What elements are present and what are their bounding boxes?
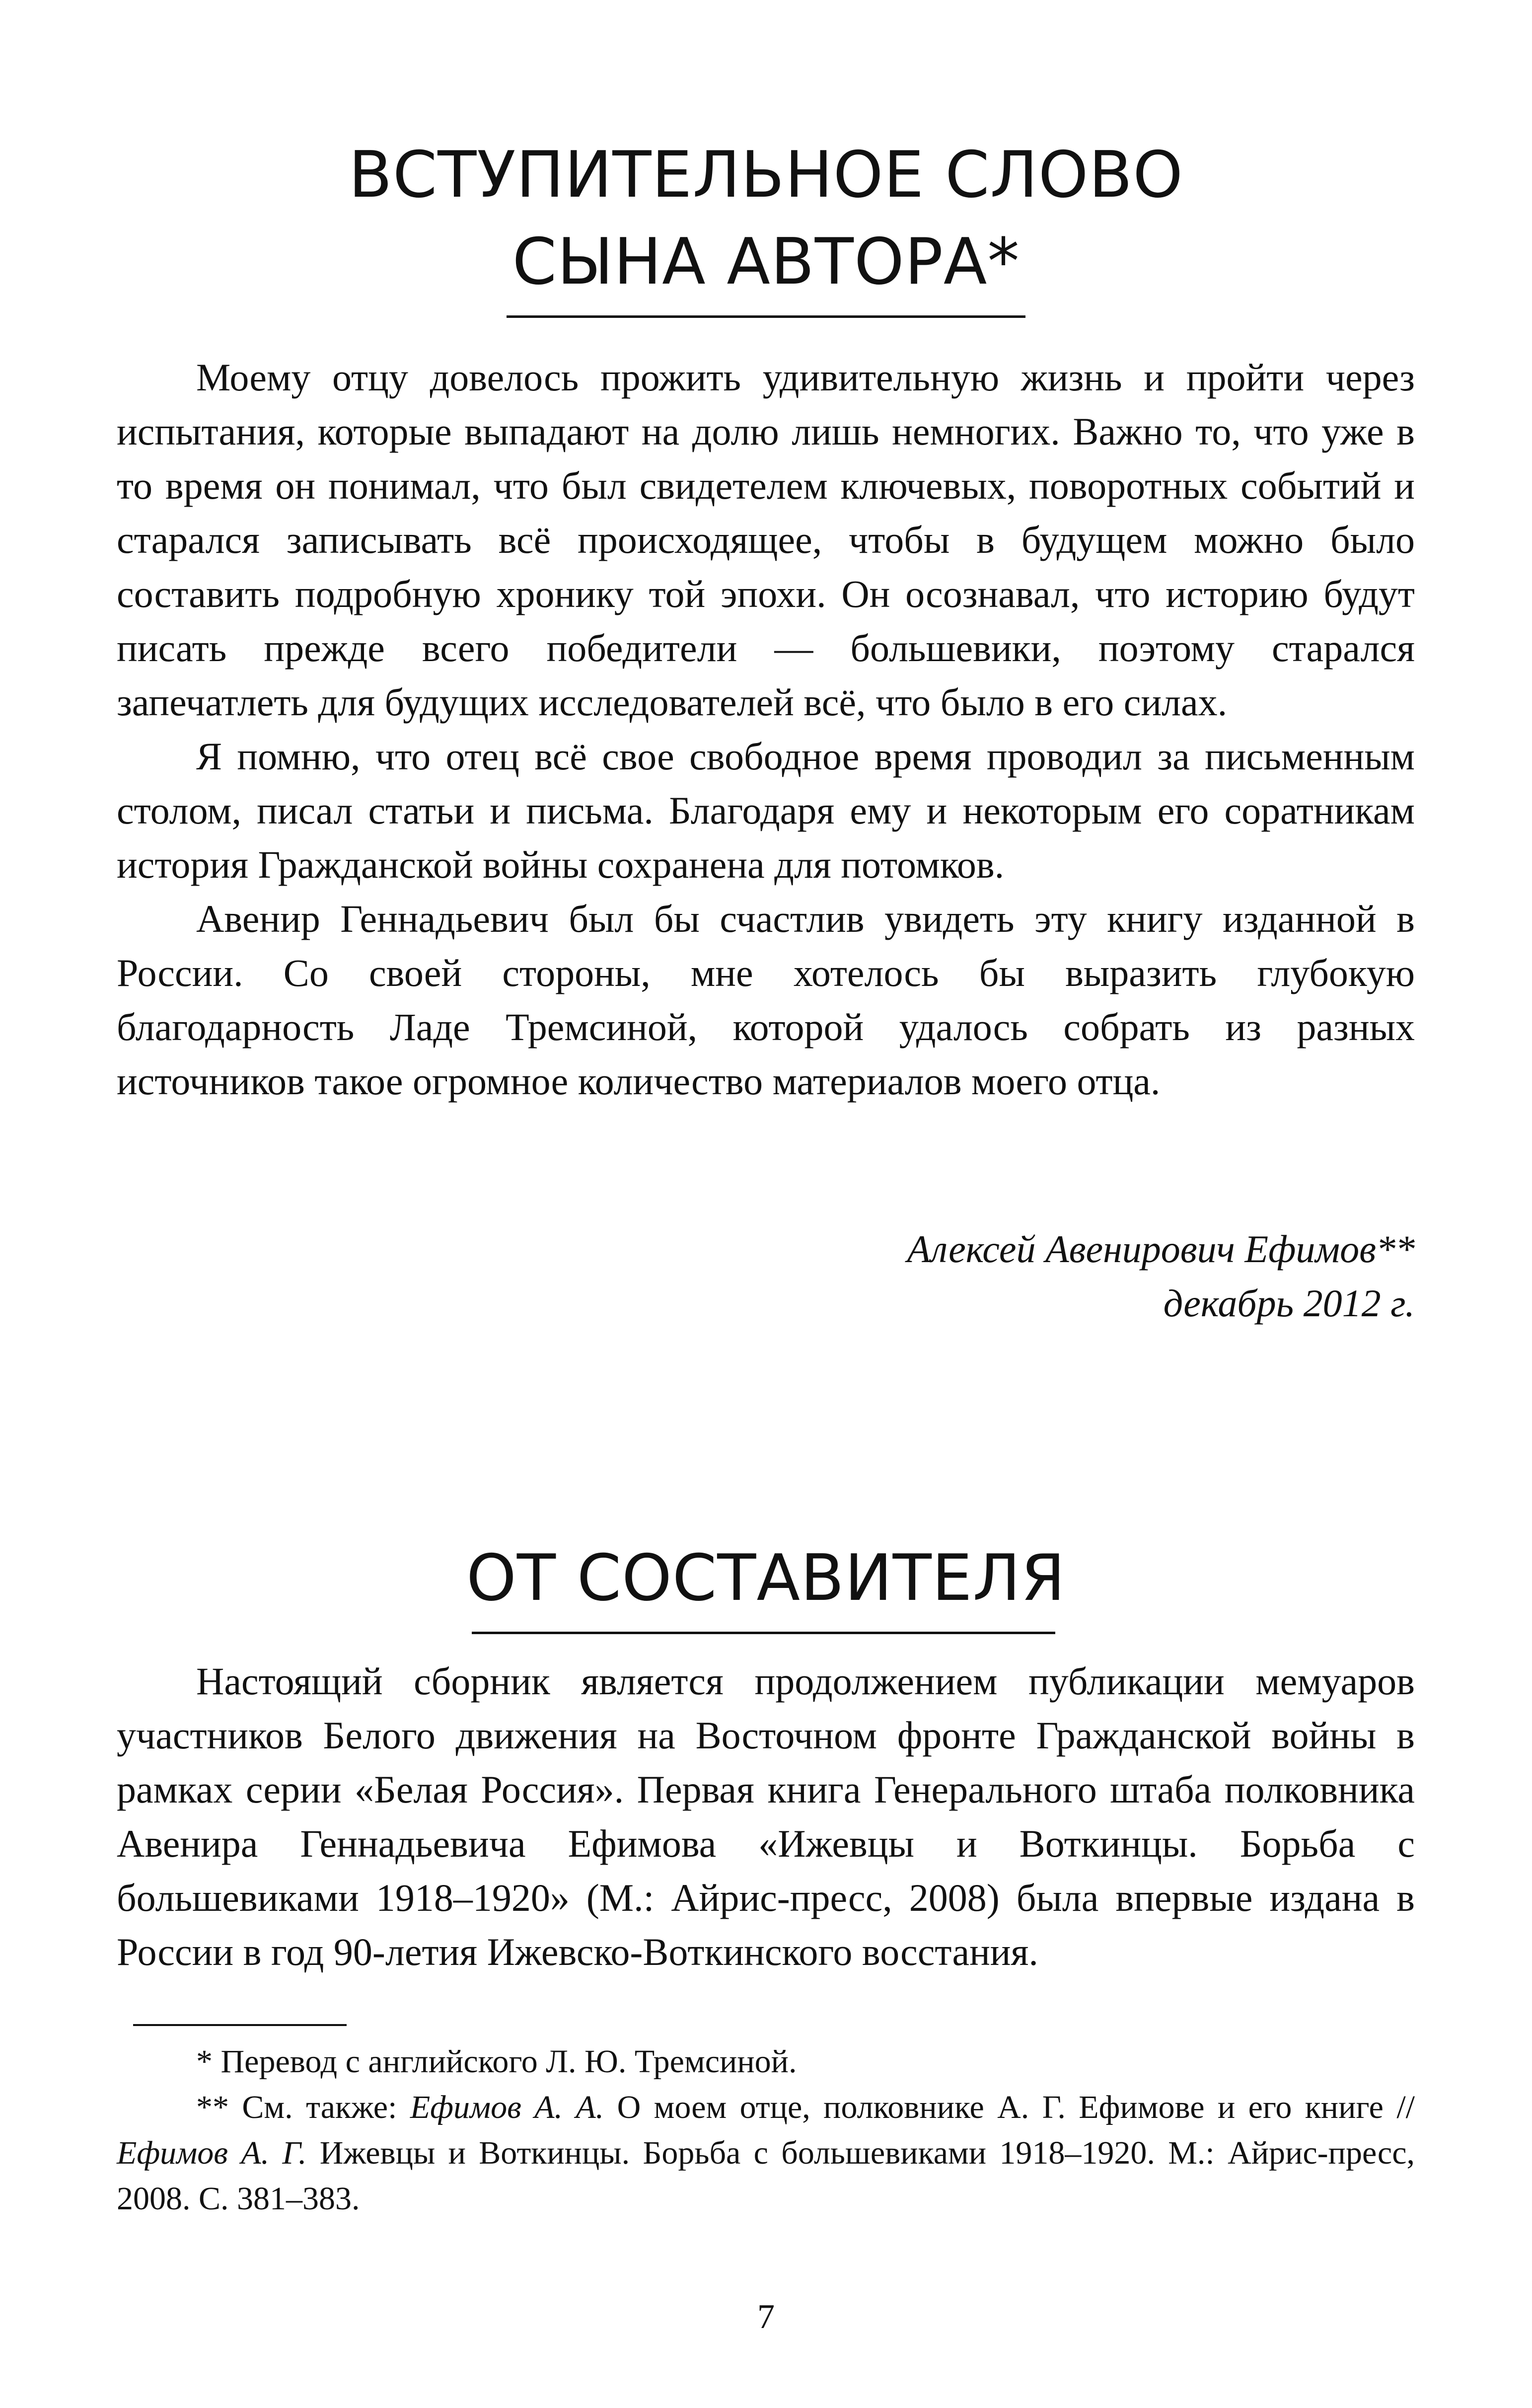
foreword-signature bbox=[117, 1222, 1415, 1330]
foreword-paragraph-3: Авенир Геннадьевич был бы счастлив увидеть эту книгу изданной в России. Со своей стороны, мне хотелось бы выразить глубокую благодарность Ладе Тремсиной, которой удалось собрать из разных источников такое огромное количество материалов моего отца. bbox=[117, 897, 1415, 1103]
title-underline-compiler bbox=[472, 1632, 1055, 1634]
foreword-paragraph-1: Моему отцу довелось прожить удивительную жизнь и пройти через испытания, которые выпадают на долю лишь немногих. Важно то, что уже в то время он понимал, что был свидетелем ключевых, поворотных событий и старался записывать всё происходящее, чтобы в будущем можно было составить подробную хронику той эпохи. Он осознавал, что историю будут писать прежде всего победители — большевики, поэтому старался запечатлеть для будущих исследователей всё, что было в его силах. bbox=[117, 356, 1415, 724]
footnote-2-author-1: Ефимов А. А. bbox=[410, 2089, 604, 2125]
foreword-body bbox=[117, 350, 1415, 1108]
compiler-body bbox=[117, 1654, 1415, 1979]
footnote-1: * Перевод с английского Л. Ю. Тремсиной. bbox=[196, 2043, 797, 2080]
signature-date: декабрь 2012 г. bbox=[1163, 1281, 1415, 1325]
footnote-2-end: Ижевцы и Воткинцы. Борьба с большевиками 1918–1920. М.: Айрис-пресс, 2008. С. 381–383. bbox=[117, 2135, 1415, 2217]
page-number: 7 bbox=[757, 2298, 775, 2336]
footnotes bbox=[117, 2039, 1415, 2222]
compiler-paragraph-1: Настоящий сборник является продолжением публикации мемуаров участников Белого движения на Восточном фронте Гражданской войны в рамках серии «Белая Россия». Первая книга Генерального штаба полковника Авенира Геннадьевича Ефимова «Ижевцы и Воткинцы. Борьба с большевиками 1918–1920» (М.: Айрис-пресс, 2008) была впервые издана в России в год 90-летия Ижевско-Воткинского восстания. bbox=[117, 1659, 1415, 1973]
footnote-2-start: ** См. также: bbox=[196, 2089, 410, 2125]
section-title-compiler: ОТ СОСТАВИТЕЛЯ bbox=[466, 1541, 1066, 1615]
section-title-foreword-line1: ВСТУПИТЕЛЬНОЕ СЛОВО bbox=[349, 138, 1183, 212]
footnote-separator bbox=[133, 2024, 347, 2026]
footnote-2-middle: О моем отце, полковнике А. Г. Ефимове и его книге // bbox=[604, 2089, 1415, 2125]
title-underline-foreword bbox=[507, 315, 1025, 318]
foreword-paragraph-2: Я помню, что отец всё свое свободное время проводил за письменным столом, писал статьи и письма. Благодаря ему и некоторым его соратникам история Гражданской войны сохранена для потомков. bbox=[117, 735, 1415, 886]
footnote-2 bbox=[117, 2085, 1415, 2222]
section-title-foreword-line2: СЫНА АВТОРА* bbox=[512, 225, 1020, 299]
footnote-2-author-2: Ефимов А. Г. bbox=[117, 2135, 307, 2171]
signature-name: Алексей Авенирович Ефимов** bbox=[907, 1227, 1415, 1271]
